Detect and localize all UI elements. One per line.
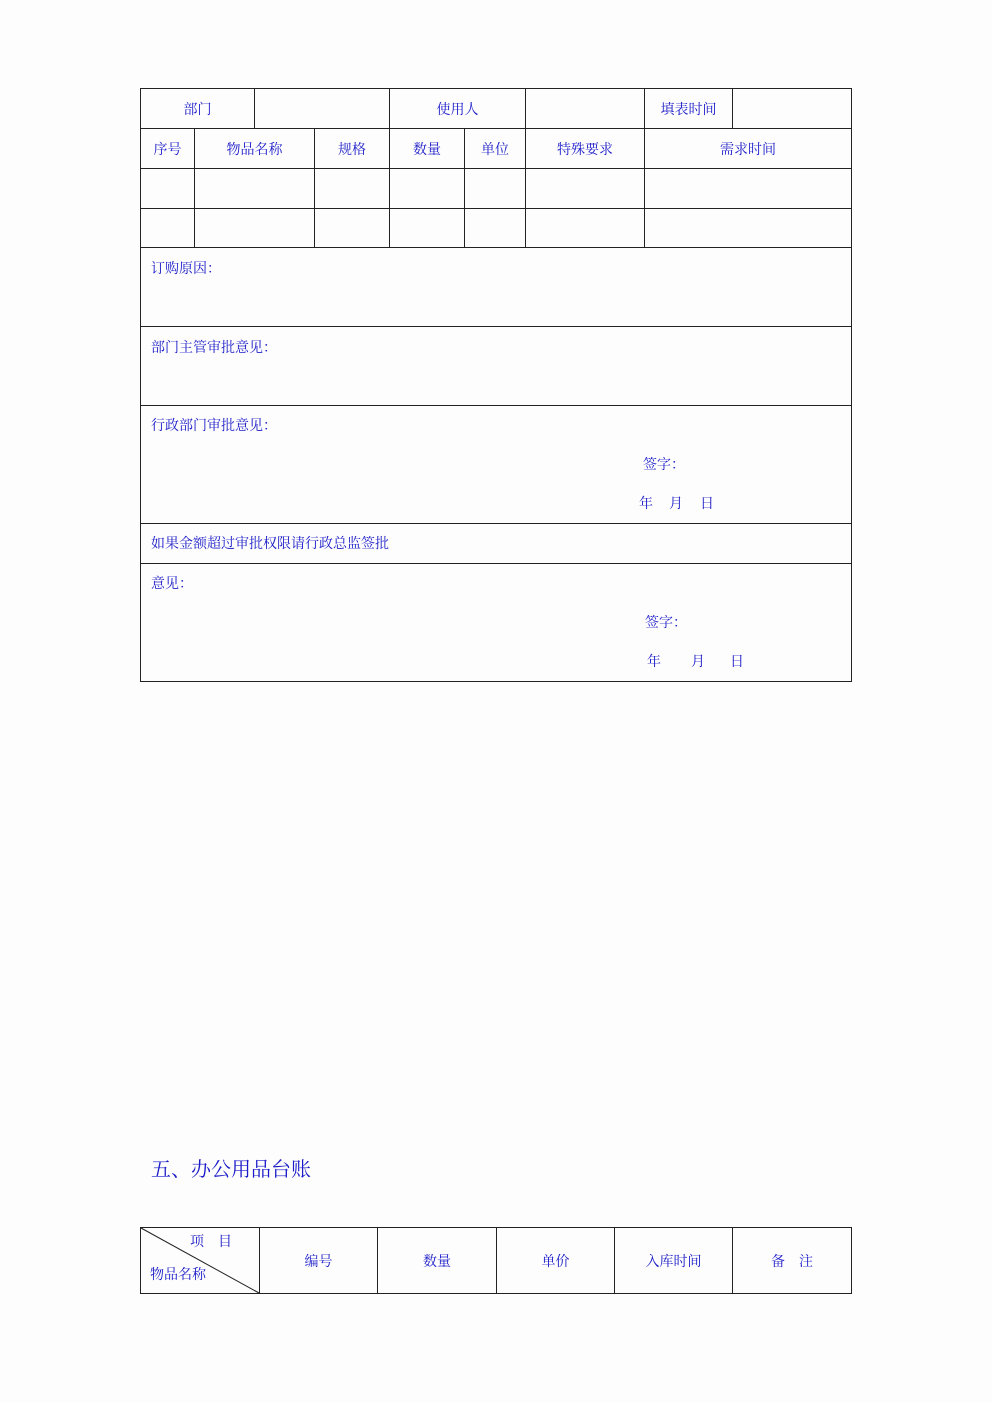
col-header-item-name: 物品名称	[226, 141, 283, 158]
final-year-label: 年	[647, 654, 661, 670]
purchase-reason-field[interactable]	[141, 248, 851, 326]
exceed-limit-note: 如果金额超过审批权限请行政总监签批	[151, 536, 389, 552]
ledger-col-number: 编号	[304, 1253, 333, 1270]
admin-day-label: 日	[700, 496, 714, 512]
final-sign-label: 签字：	[645, 615, 687, 631]
form-border-right	[851, 88, 852, 682]
col-header-special-req: 特殊要求	[557, 141, 613, 158]
col-header-quantity: 数量	[413, 141, 441, 158]
final-day-label: 日	[730, 654, 744, 670]
ledger-col-quantity: 数量	[423, 1253, 451, 1270]
user-field[interactable]	[526, 89, 644, 128]
col-header-need-time: 需求时间	[720, 141, 776, 158]
dept-approval-label: 部门主管审批意见：	[151, 340, 277, 356]
final-month-label: 月	[691, 654, 705, 670]
form-row-divider	[140, 563, 852, 564]
item-row[interactable]	[141, 169, 851, 208]
final-opinion-label: 意见：	[151, 576, 193, 592]
col-header-spec: 规格	[338, 141, 366, 158]
user-label: 使用人	[436, 101, 479, 118]
ledger-border-right	[851, 1227, 852, 1294]
dept-approval-field[interactable]	[141, 327, 851, 405]
ledger-col-stock-in-time: 入库时间	[645, 1253, 702, 1270]
col-header-unit: 单位	[481, 141, 509, 158]
diag-header-item-name: 物品名称	[150, 1267, 206, 1283]
col-header-seq: 序号	[153, 141, 182, 158]
item-row[interactable]	[141, 209, 851, 247]
ledger-section-title: 五、办公用品台账	[151, 1157, 311, 1181]
form-border-bottom	[140, 681, 852, 682]
dept-field[interactable]	[255, 89, 389, 128]
date-label: 填表时间	[660, 101, 717, 118]
form-row-divider	[140, 405, 852, 406]
dept-label: 部门	[183, 101, 212, 118]
admin-approval-label: 行政部门审批意见：	[151, 418, 277, 434]
admin-sign-label: 签字：	[643, 457, 685, 473]
admin-year-label: 年	[639, 496, 653, 512]
date-field[interactable]	[733, 89, 851, 128]
form-row-divider	[140, 523, 852, 524]
purchase-reason-label: 订购原因：	[151, 261, 221, 277]
ledger-col-unit-price: 单价	[541, 1253, 570, 1270]
ledger-col-remarks: 备 注	[771, 1253, 813, 1270]
diag-header-item: 项 目	[190, 1234, 232, 1250]
admin-month-label: 月	[669, 496, 683, 512]
